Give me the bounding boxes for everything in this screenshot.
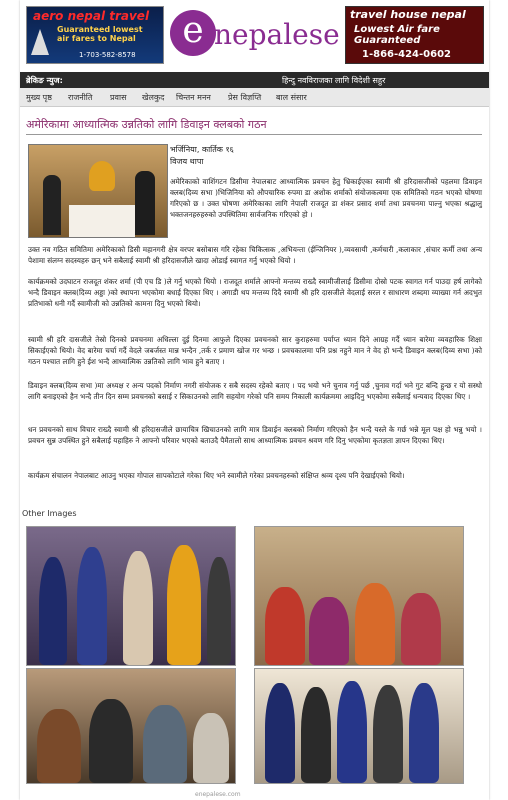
photo-person: [301, 687, 331, 783]
article-paragraph: धन प्रवचनको साथ विचार राख्दै स्वामी श्री हरिदासजीले छायाचित्र खिचाउनको लागि मात्र डिवाईन क्लबको निर्माण गरिएको हैन भन्दै यस्ले के गर्छ भन्ने मूल पक्ष हो भन्नु भयो । प्रवचन सुन्न उपस्थित हुने सबैलाई यहाहिरु ने आफ्नो परिवार भएको बताउदै पैमैतालो साथ आध्यात्मिक प्रवचन श्रवण गरि दिनु भएकोमा कृतज्ञता ज्ञापन दिएका थिए।: [28, 425, 482, 445]
ad-right-tagline: Lowest Air fare Guaranteed: [354, 24, 440, 46]
logo-mark: e: [170, 10, 216, 56]
article-paragraph: स्वामी श्री हरि दासजीले तेस्रो दिनको प्रवचनमा अधिल्ला दुई दिनमा आफुले दिएका प्रवचनको सार कुराहरुमा पर्याप्त ध्यान दिने आग्रह गर्दै ध्यान बारेमा व्यवहारिक शिक्षा सिकाईएको थियो। वेद बारेमा चर्चा गर्दै वेदले जबर्जस्त मान्न भन्दैन ,तर्क र प्रमाण खोज गर भन्छ । प्रवचकालमा पनि प्रश्न नहुने मान ने वेद हो भन्दै डिवाइन क्लब(दिव्य सभा )को गठन पश्चात लागि हुने ईश भन्दै आध्यात्मिक उन्नतिको लागि भाव हुने बताए ।: [28, 335, 482, 366]
photo-person: [355, 583, 395, 665]
photo-person: [265, 683, 295, 783]
dateline-place: भर्जिनिया, कार्तिक १६: [170, 145, 234, 154]
photo-swami: [89, 161, 115, 191]
gallery-image[interactable]: [254, 668, 464, 784]
site-logo[interactable]: [170, 8, 340, 60]
title-divider: [26, 134, 482, 135]
photo-person: [123, 551, 153, 665]
gallery-image[interactable]: [26, 526, 236, 666]
nav-politics[interactable]: राजनीति: [68, 93, 93, 102]
photo-swami: [167, 545, 201, 665]
nav-opinion[interactable]: चिन्तन मनन: [176, 93, 211, 102]
article-paragraph: कार्यक्रमको उदघाटन राजदूत शंकर शर्मा (पी एच डि )ले गर्नु भएको थियो । राजदूत शर्माले आफ्नो मन्तव्य राख्दै स्वामीजीलाई डिसीमा दोस्रो पटक स्वागत गर्न पाउदा हर्ष लागेको भन्दै डिवाइन क्लब(दिव्य अड्डा )को स्थापना भएकोमा बधाई दिएका थिए । अगाडी थप मन्तव्य दिदै स्वामी श्री हरि दासजीले वेदलाई सरल र साधारण शब्दमा व्याख्या गर्न अदभुत प्रतिभाको धनी गर्दै स्वामीजी को उन्नतिको कामना दिनु भएको थियो।: [28, 277, 482, 308]
article-paragraph: उक्त नव गठित समितिमा अमेरिकाको डिसी महानगरी क्षेत्र वरपर बसोबास गरि रहेका चिकित्सक ,अभियन्ता (ईन्जिनियर ),व्यवसायी ,कर्मचारी ,कलाकार ,संचार कर्मी तथा अन्य पेशामा संलग्न सदस्यहरु छन् भने सबैलाई स्वामी श्री हरिदासजीले खादा ओडाई स्वागत गर्नु भएको थियो ।: [28, 245, 482, 265]
photo-person: [77, 547, 107, 665]
article-paragraph: अमेरिकाको वाशिंगटन डिसीमा नेपालबाट आध्यात्मिक प्रवचन हेतु भ्रिकाईएका स्वामी श्री हरिदासजीको पहलमा डिवाइन क्लब(दिव्य सभा )भिजिनिया को औपचारिक रुपमा डा अशोक शर्माको संयोजकत्वमा एक समितिको गठन भएको घोषणा गरिएको छ । उक्त घोषणा अमेरिकाका लागि नेपाली राजदूत डा शंकर प्रसाद शर्मा तथा प्रवचनमा पाल्नु भएका श्रद्धालु भक्तजनहरुहरुको उपस्थितिमा सार्वजनिक गरिएको हो ।: [170, 177, 482, 219]
article-paragraph: कार्यक्रम संचालन नेपालबाट आउनु भएका गोपाल सापकोटाले गरेका थिए भने स्वामीले गरेका प्रवचनहरुको संक्षिप्त श्रव्य दृश्य पनि देखाईएको थियो।: [28, 471, 405, 480]
photo-person: [143, 705, 187, 783]
page-container: [20, 0, 489, 800]
other-images-heading: Other Images: [22, 509, 77, 518]
ticker-headline[interactable]: हिन्दु नवविराजका लागि विदेशी सहुर: [282, 76, 386, 85]
photo-person: [373, 685, 403, 783]
nav-home[interactable]: मुख्य पृष्ठ: [26, 93, 52, 102]
ad-travel-house-nepal[interactable]: [345, 6, 484, 64]
photo-person: [89, 699, 133, 783]
airplane-icon: [31, 29, 49, 55]
gallery-image[interactable]: [26, 668, 236, 784]
photo-table: [69, 205, 135, 237]
main-nav: [20, 88, 489, 107]
ad-left-title: aero nepal travel: [33, 9, 150, 23]
ad-left-phone: 1-703-582-8578: [79, 51, 136, 59]
article-main-photo[interactable]: [28, 144, 168, 238]
photo-person: [207, 557, 231, 665]
footer-credit: enepalese.com: [195, 791, 241, 798]
ad-left-tagline: Guaranteed lowest air fares to Nepal: [57, 25, 143, 43]
photo-person: [39, 557, 67, 665]
ad-right-title: travel house nepal: [350, 8, 466, 21]
site-header: [20, 0, 489, 70]
ticker-label: ब्रेकिङ न्युज:: [26, 76, 63, 85]
ad-aero-nepal-travel[interactable]: [26, 6, 164, 64]
photo-person: [265, 587, 305, 665]
nav-sports[interactable]: खेलकुद: [142, 93, 165, 102]
ad-right-phone: 1-866-424-0602: [362, 49, 451, 60]
article-dateline: [170, 144, 234, 168]
photo-person: [135, 171, 155, 235]
nav-press-release[interactable]: प्रेस विज्ञप्ति: [228, 93, 262, 102]
article-paragraph: डिवाइन क्लब(दिव्य सभा )मा अध्यक्ष र अन्य पदको निर्माण नगरी संयोजक र सबै सदस्य रहेको बताए । पद भयो भने चुनाव गर्नु पर्छ ,चुनाव गर्दा भने गुट बन्दि हुन्छ र यो सस्थो लागि बनाइएको हैन भन्दै तीन दिन सम्म प्रवचनको बसाई र सिकाउनको लागि सहयोग गरेको पनि समय निकाली कार्यक्रममा आइदिनु भएकोमा सबैलाई धन्यवाद दिएका थिए ।: [28, 381, 482, 401]
article-title: अमेरिकामा आध्यात्मिक उन्नतिको लागि डिवाइन क्लबको गठन: [26, 118, 267, 131]
photo-person: [409, 683, 439, 783]
photo-person: [337, 681, 367, 783]
photo-person: [43, 175, 61, 235]
breaking-news-ticker: [20, 72, 489, 88]
photo-person: [401, 593, 441, 665]
logo-wordmark: nepalese: [214, 18, 340, 51]
article-author: विजय थापा: [170, 157, 204, 166]
nav-diaspora[interactable]: प्रवास: [110, 93, 127, 102]
photo-person: [193, 713, 229, 783]
gallery-image[interactable]: [254, 526, 464, 666]
nav-kids[interactable]: बाल संसार: [276, 93, 307, 102]
photo-person: [309, 597, 349, 665]
photo-person: [37, 709, 81, 783]
